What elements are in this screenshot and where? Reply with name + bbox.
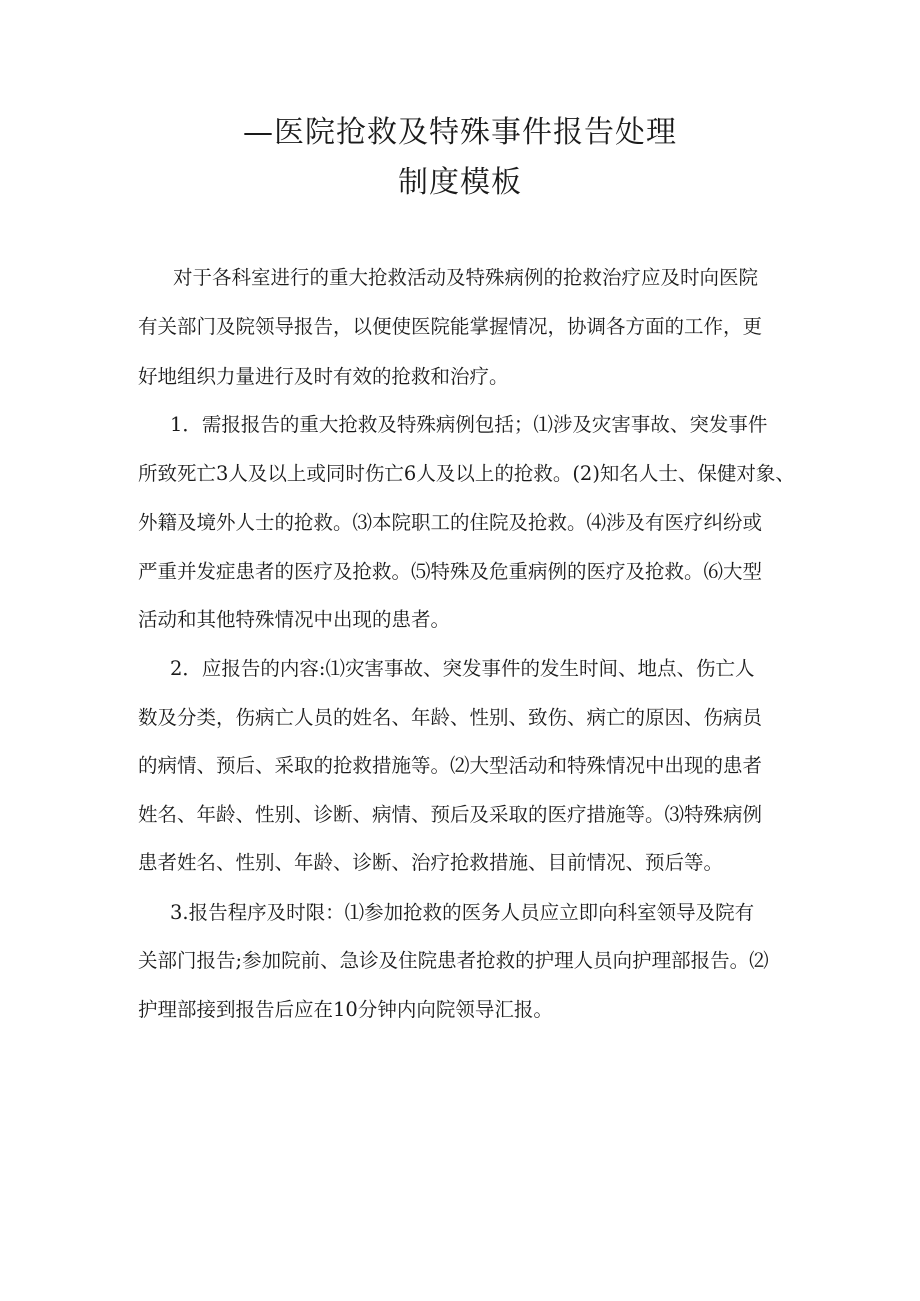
- item-1-line-2: 所致死亡3人及以上或同时伤亡6人及以上的抢救。(2)知名人士、保健对象、: [138, 462, 795, 485]
- item-2-line-2: 数及分类，伤病亡人员的姓名、年龄、性别、致伤、病亡的原因、伤病员: [138, 706, 763, 729]
- paragraph-intro-line-3: 好地组织力量进行及时有效的抢救和治疗。: [138, 365, 509, 388]
- item-3-line-3: 护理部接到报告后应在10分钟内向院领导汇报。: [138, 998, 553, 1021]
- item-1-line-4: 严重并发症患者的医疗及抢救。⑸特殊及危重病例的医疗及抢救。⑹大型: [138, 560, 763, 583]
- item-3-line-2: 关部门报告;参加院前、急诊及住院患者抢救的护理人员向护理部报告。⑵: [138, 949, 769, 972]
- document-title-line-2: 制度模板: [398, 165, 522, 200]
- item-1-line-3: 外籍及境外人士的抢救。⑶本院职工的住院及抢救。⑷涉及有医疗纠纷或: [138, 511, 763, 534]
- document-title-line-1: —医院抢救及特殊事件报告处理: [243, 115, 677, 150]
- item-3-line-1: 3.报告程序及时限：⑴参加抢救的医务人员应立即向科室领导及院有: [170, 901, 755, 924]
- item-2-line-1: 2．应报告的内容:⑴灾害事故、突发事件的发生时间、地点、伤亡人: [170, 657, 755, 680]
- paragraph-intro-line-2: 有关部门及院领导报告，以便使医院能掌握情况，协调各方面的工作，更: [138, 315, 763, 338]
- item-2-line-4: 姓名、年龄、性别、诊断、病情、预后及采取的医疗措施等。⑶特殊病例: [138, 803, 763, 826]
- item-2-line-3: 的病情、预后、采取的抢救措施等。⑵大型活动和特殊情况中出现的患者: [138, 754, 763, 777]
- item-1-line-1: 1．需报报告的重大抢救及特殊病例包括；⑴涉及灾害事故、突发事件: [170, 413, 768, 436]
- item-1-line-5: 活动和其他特殊情况中出现的患者。: [138, 608, 451, 631]
- paragraph-intro-line-1: 对于各科室进行的重大抢救活动及特殊病例的抢救治疗应及时向医院: [173, 266, 759, 289]
- item-2-line-5: 患者姓名、性别、年龄、诊断、治疗抢救措施、目前情况、预后等。: [138, 851, 724, 874]
